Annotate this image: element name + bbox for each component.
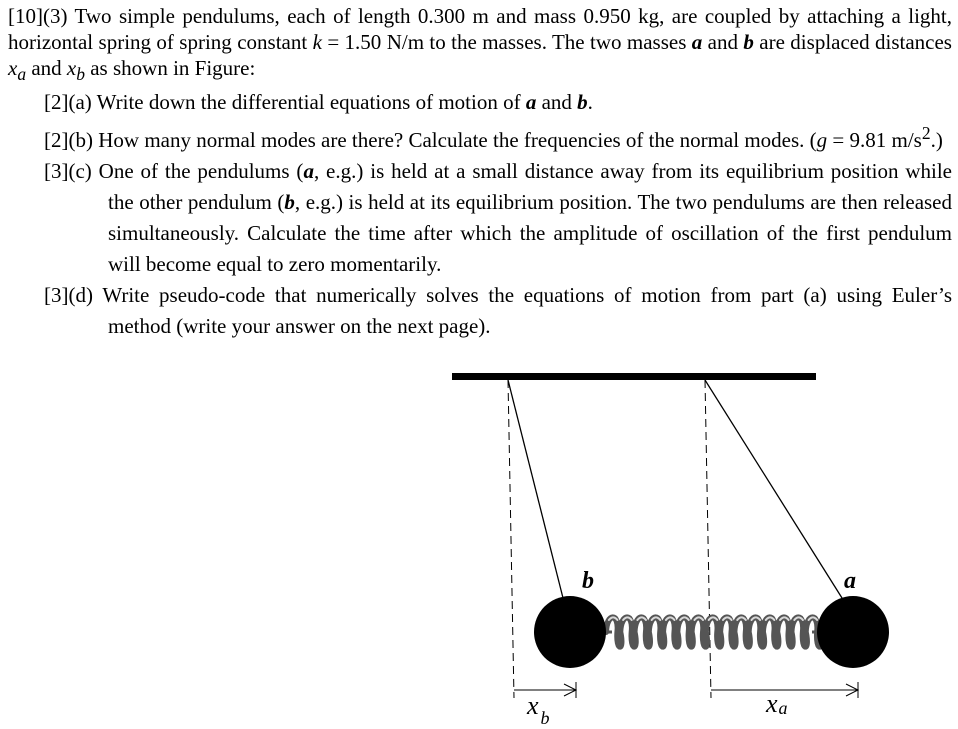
part-b-superscript: 2 xyxy=(921,123,931,144)
label-xa: xa xyxy=(766,689,788,718)
xa-base: x xyxy=(8,56,18,80)
bob-b xyxy=(534,596,606,668)
intro-text-1: [10](3) Two simple pendulums, each of length 0.300 m and mass 0.950 kg, are coupled by attaching a light, horizontal spring of spring constant xyxy=(8,4,952,54)
part-b-text-1: How many normal modes are there? Calculate the frequencies of the normal modes. ( xyxy=(92,128,817,153)
mass-b-symbol: b xyxy=(743,30,754,54)
xa-subscript: a xyxy=(17,64,27,85)
xb-subscript: b xyxy=(76,64,85,85)
part-c-text-2: , e.g.) is held at a small distance away from its equilibrium position while the other pendulum ( xyxy=(108,159,952,215)
intro-text-3: and xyxy=(702,30,744,54)
part-b-text-2: = 9.81 m/s xyxy=(827,128,922,153)
part-a-text-3: . xyxy=(587,90,593,115)
equilibrium-line-a xyxy=(705,380,711,698)
part-b-text-3: .) xyxy=(930,128,943,153)
intro-text-4: are displaced distances xyxy=(753,30,952,54)
string-a xyxy=(705,380,842,598)
coupled-pendulums-figure xyxy=(0,360,958,729)
spring-constant-symbol: k xyxy=(312,30,322,54)
label-xb: x $_b$ xyxy=(527,691,550,728)
bob-a xyxy=(817,596,889,668)
intro-text-6: as shown in Figure: xyxy=(84,56,256,80)
part-a-text-2: and xyxy=(536,90,578,115)
intro-text-5: and xyxy=(26,56,67,80)
part-c-mass-a: a xyxy=(303,159,314,184)
part-a-mass-b: b xyxy=(577,90,588,115)
part-b xyxy=(44,118,952,156)
part-c xyxy=(44,156,952,280)
part-a-mass-a: a xyxy=(525,90,537,115)
part-b-tag: [2](b) xyxy=(44,128,93,153)
intro-text-2: = 1.50 N/m to the masses. The two masses xyxy=(321,30,692,54)
part-c-mass-b: b xyxy=(284,190,295,215)
part-a xyxy=(44,87,952,118)
part-d-text-1: Write pseudo-code that numerically solves the equations of motion from part (a) using Euler’s method (write your answer on the next page). xyxy=(92,283,952,339)
figure-svg xyxy=(0,360,958,729)
part-c-tag: [3](c) xyxy=(44,159,92,184)
part-d xyxy=(44,280,952,342)
part-a-tag: [2](a) xyxy=(44,90,92,115)
spring xyxy=(598,617,826,646)
part-c-text-1: One of the pendulums ( xyxy=(91,159,304,184)
problem-text xyxy=(8,3,952,342)
equilibrium-line-b xyxy=(508,380,514,698)
string-b xyxy=(508,380,563,598)
label-a: a xyxy=(844,568,856,594)
problem-intro xyxy=(8,3,952,87)
label-b: b xyxy=(582,568,594,594)
part-a-text-1: Write down the differential equations of motion of xyxy=(91,90,526,115)
mass-a-symbol: a xyxy=(691,30,703,54)
xb-base: x xyxy=(66,56,77,80)
part-c-text-3: , e.g.) is held at its equilibrium position. The two pendulums are then released simultaneously. Calculate the time after which the amplitude of oscillation of the first pendulum will become equal to zero momentarily. xyxy=(108,190,953,277)
part-d-tag: [3](d) xyxy=(44,283,93,308)
ceiling-bar xyxy=(452,373,816,380)
gravity-symbol: g xyxy=(816,128,828,153)
